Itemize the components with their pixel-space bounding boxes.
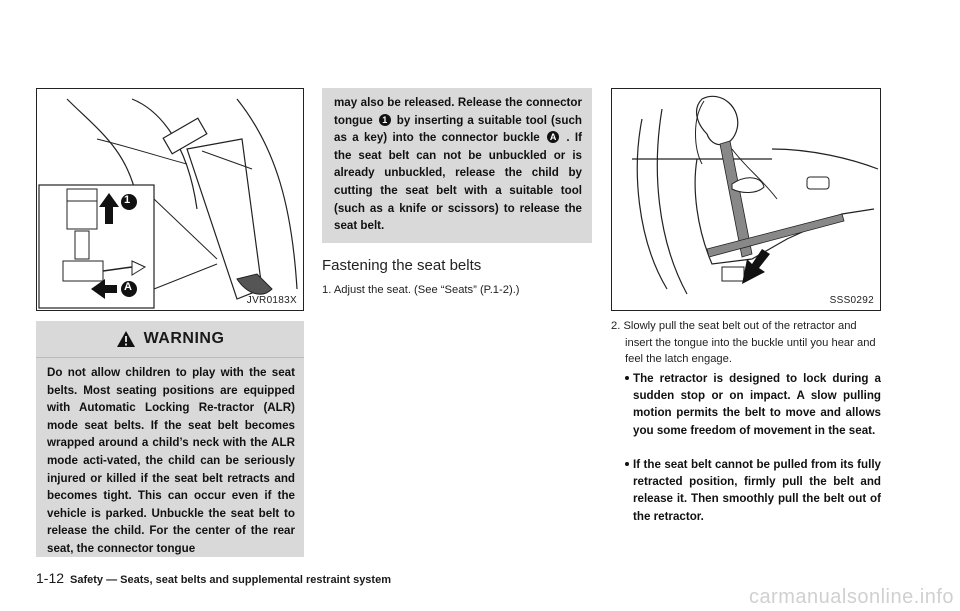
warning-box <box>36 321 304 557</box>
connector-tongue-marker: 1 <box>379 114 391 126</box>
page-number: 1-12 <box>36 570 65 586</box>
warning-cont-part1: may also be released. Release the connector tongue <box>334 96 582 127</box>
bullet-dot-icon <box>625 376 629 380</box>
figure-label-a: A <box>124 281 132 293</box>
warning-title: WARNING <box>143 330 225 347</box>
bullet-text-1: The retractor is designed to lock during a sudden stop or on impact. A slow pulling motion permits the belt to move and allows you some freedom of movement in the seat. <box>633 372 881 437</box>
page-footer <box>36 570 391 586</box>
bullet-item-1 <box>625 370 881 439</box>
section-heading: Fastening the seat belts <box>322 257 482 274</box>
warning-header <box>36 321 304 358</box>
warning-cont-part3: . If the seat belt can not be unbuckled or is already unbuckled, release the child by cutting the seat belt with a suitable tool (such as a knife or scissors) to release the seat belt. <box>334 131 582 233</box>
watermark: carmanualsonline.info <box>748 586 954 608</box>
figure-seat-belt-release <box>36 88 304 311</box>
step-1: 1. Adjust the seat. (See “Seats” (P.1-2).) <box>322 284 520 296</box>
bullet-dot-icon <box>625 462 629 466</box>
footer-title: Safety — Seats, seat belts and supplemental restraint system <box>70 574 391 586</box>
warning-continuation-box <box>322 88 592 243</box>
step-2: 2. Slowly pull the seat belt out of the retractor and insert the tongue into the buckle until you hear and feel the latch engage. <box>611 320 876 365</box>
figure-label-1: 1 <box>124 194 131 206</box>
warning-triangle-icon <box>116 330 136 348</box>
bullet-item-2 <box>625 456 881 525</box>
figure-fastening-seat-belt <box>611 88 881 311</box>
figure-caption-left: JVR0183X <box>246 295 297 306</box>
warning-cont-part2: by inserting a suitable tool (such as a key) into the connector buckle <box>334 113 582 145</box>
connector-buckle-marker: A <box>547 131 559 143</box>
seat-belt-release-illustration <box>37 89 303 310</box>
warning-continuation-text <box>334 94 582 235</box>
warning-text: Do not allow children to play with the seat belts. Most seating positions are equipped with Automatic Locking Re-tractor (ALR) mode seat belts. If the seat belt becomes wrapped around a child’s neck with the ALR mode acti-vated, the child can be seriously injured or killed if the seat belt retracts and becomes tight. This can occur even if the vehicle is parked. Unbuckle the seat belt to release the child. For the center of the rear seat, the connector tongue <box>47 366 295 555</box>
bullet-text-2: If the seat belt cannot be pulled from its fully retracted position, firmly pull the belt and release it. Then smoothly pull the belt out of the retractor. <box>633 458 881 523</box>
figure-caption-right: SSS0292 <box>829 295 874 306</box>
person-fastening-belt-illustration <box>612 89 880 310</box>
